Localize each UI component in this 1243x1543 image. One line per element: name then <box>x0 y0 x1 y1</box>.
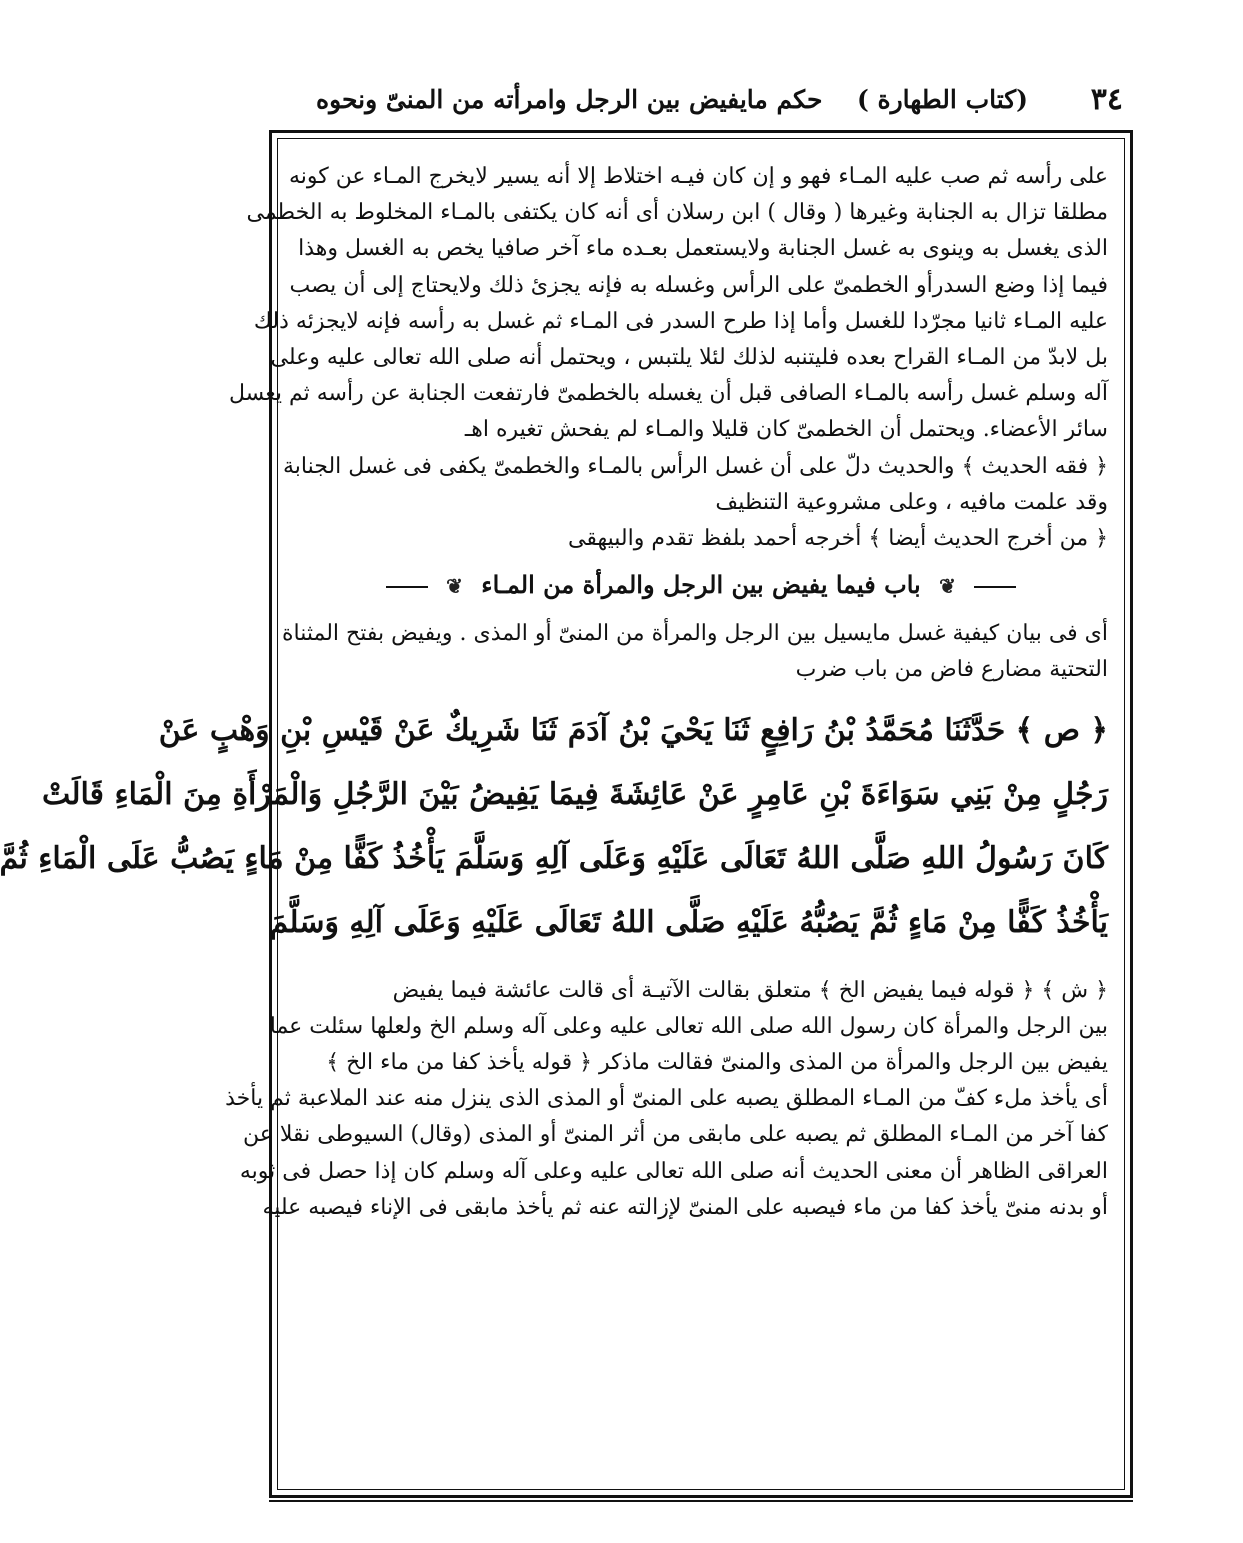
text-line: الذى يغسل به وينوى به غسل الجنابة ولايستعمل بعـده ماء آخر صافيا يخص به الغسل وهذا <box>298 236 1108 262</box>
text-line: ﴿ فقه الحديث ﴾ والحديث دلّ على أن غسل الرأس بالمـاء والخطمىّ يكفى فى غسل الجنابة <box>283 453 1108 479</box>
text-line: التحتية مضارع فاض من باب ضرب <box>795 657 1108 683</box>
chapter-heading <box>294 561 1108 610</box>
text-line: كفا آخر من المـاء المطلق ثم يصبه على مابقى من أثر المنىّ أو المذى (وقال) السيوطى نقلا عن <box>242 1122 1108 1148</box>
commentary-top <box>228 159 1108 449</box>
text-line: يفيض بين الرجل والمرأة من المذى والمنىّ فقالت ماذكر ﴿ قوله يأخذ كفا من ماء الخ ﴾ <box>326 1050 1108 1076</box>
fiqh-section <box>283 449 1108 521</box>
text-line: ﴿ من أخرج الحديث أيضا ﴾ أخرجه أحمد بلفظ تقدم والبيهقى <box>568 526 1108 552</box>
text-line: سائر الأعضاء. ويحتمل أن الخطمىّ كان قليلا والمـاء لم يفحش تغيره اهـ <box>464 417 1108 443</box>
book-section-title: (كتاب الطهارة ) <box>856 85 1028 114</box>
commentary-bottom <box>225 973 1108 1226</box>
page-border-outer <box>0 130 1133 1498</box>
text-line: بين الرجل والمرأة كان رسول الله صلى الله تعالى عليه وعلى آله وسلم الخ ولعلها سئلت عما <box>269 1013 1108 1039</box>
text-line: أى فى بيان كيفية غسل مايسيل بين الرجل والمرأة من المنىّ أو المذى . ويفيض بفتح المثناة <box>281 621 1108 647</box>
hadith-line: ﴿ ص ﴾ حَدَّثَنَا مُحَمَّدُ بْنُ رَافِعٍ ثَنَا يَحْيَ بْنُ آدَمَ ثَنَا شَرِيكٌ عَنْ قَيْسِ بْنِ وَهْبٍ عَنْ <box>158 712 1108 748</box>
text-line: أى يأخذ ملء كفّ من المـاء المطلق يصبه على المنىّ أو المذى الذى ينزل منه عند الملاعبة ثم يأخذ <box>225 1086 1108 1112</box>
ornament-icon: ❦ <box>939 574 956 599</box>
heading-rule <box>386 586 428 588</box>
chapter-heading-title: باب فيما يفيض بين الرجل والمرأة من المـاء <box>481 570 921 600</box>
text-line: أو بدنه منىّ يأخذ كفا من ماء فيصبه على المنىّ لإزالته عنه ثم يأخذ مابقى فى الإناء فيصبه عليه <box>262 1194 1108 1220</box>
heading-rule <box>974 586 1016 588</box>
text-line: مطلقا تزال به الجنابة وغيرها ( وقال ) ابن رسلان أى أنه كان يكتفى بالمـاء المخلوط به الخطمى <box>246 200 1108 226</box>
hadith-line: كَانَ رَسُولُ اللهِ صَلَّى اللهُ تَعَالَى عَلَيْهِ وَعَلَى آلِهِ وَسَلَّمَ يَأْخُذُ كَفًّا مِنْ مَاءٍ يَصُبُّ عَلَى الْمَاءِ ثُمَّ <box>0 840 1108 876</box>
hadith-line: يَأْخُذُ كَفًّا مِنْ مَاءٍ ثُمَّ يَصُبُّهُ عَلَيْهِ صَلَّى اللهُ تَعَالَى عَلَيْهِ وَعَلَى آلِهِ وَسَلَّمَ <box>269 904 1108 940</box>
chapter-explanation <box>281 616 1108 688</box>
takhrij-section <box>294 521 1108 557</box>
text-line: ﴿ ش ﴾ ﴿ قوله فيما يفيض الخ ﴾ متعلق بقالت الآتيـة أى قالت عائشة فيما يفيض <box>392 977 1108 1003</box>
running-head <box>316 78 1028 122</box>
ornament-icon: ❦ <box>446 574 463 599</box>
text-line: فيما إذا وضع السدرأو الخطمىّ على الرأس وغسله به فإنه يجزئ ذلك ولايحتاج إلى أن يصب <box>289 272 1108 298</box>
text-line: عليه المـاء ثانيا مجرّدا للغسل وأما إذا طرح السدر فى المـاء ثم غسل به رأسه فإنه لايجزئه ذلك <box>253 308 1108 334</box>
text-line: آله وسلم غسل رأسه بالمـاء الصافى قبل أن يغسله بالخطمىّ فارتفعت الجنابة عن رأسه ثم يغسل <box>228 381 1108 407</box>
hadith-text <box>0 699 1108 955</box>
bottom-rule <box>269 1500 1133 1502</box>
page-number: ٣٤ <box>1090 82 1123 117</box>
chapter-running-title: حكم مايفيض بين الرجل وامرأته من المنىّ ونحوه <box>316 85 823 114</box>
text-line: بل لابدّ من المـاء القراح بعده فليتنبه لذلك لئلا يلتبس ، ويحتمل أنه صلى الله تعالى عليه وعلى <box>270 345 1108 371</box>
text-line: العراقى الظاهر أن معنى الحديث أنه صلى الله تعالى عليه وعلى آله وسلم كان إذا حصل فى ثوبه <box>239 1158 1108 1184</box>
page-body <box>0 159 1108 1483</box>
text-line: وقد علمت مافيه ، وعلى مشروعية التنظيف <box>715 489 1108 515</box>
text-line: على رأسه ثم صب عليه المـاء فهو و إن كان فيـه اختلاط إلا أنه يسير لايخرج المـاء عن كونه <box>288 164 1108 189</box>
page-header <box>316 78 1123 122</box>
hadith-line: رَجُلٍ مِنْ بَنِي سَوَاءَةَ بْنِ عَامِرٍ عَنْ عَائِشَةَ فِيمَا يَفِيضُ بَيْنَ الرَّجُلِ وَالْمَرْأَةِ مِنَ الْمَاءِ قَالَتْ <box>41 776 1108 812</box>
